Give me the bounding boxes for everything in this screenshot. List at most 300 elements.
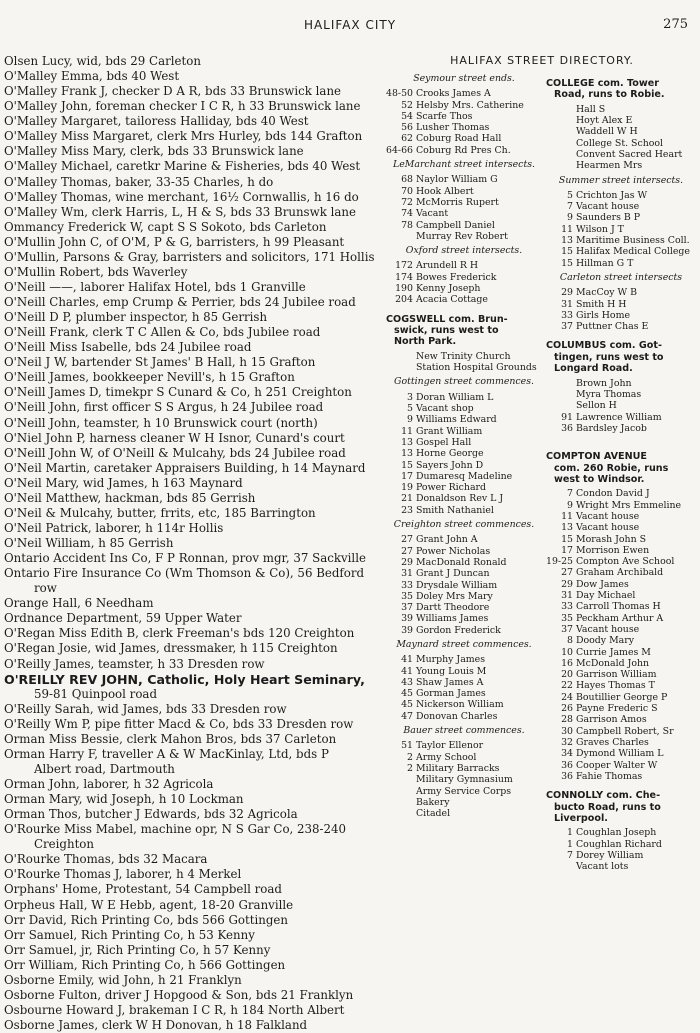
cross-street-note: Carleton street intersects bbox=[559, 271, 683, 283]
directory-entry: O'Neil Mary, wid James, h 163 Maynard bbox=[4, 475, 243, 490]
resident-row bbox=[386, 362, 542, 373]
resident-name: McDonald John bbox=[576, 657, 650, 669]
directory-entry: O'REILLY REV JOHN, Catholic, Holy Heart Seminary, bbox=[4, 671, 365, 687]
directory-entry: Ontario Fire Insurance Co (Wm Thomson & Co), 56 Bedford bbox=[4, 566, 365, 581]
resident-row bbox=[386, 557, 542, 568]
resident-name: Waddell W H bbox=[576, 126, 638, 138]
directory-entry: O'Neil J W, bartender St James' B Hall, h 15 Grafton bbox=[4, 355, 316, 370]
resident-name: Hoyt Alex E bbox=[576, 115, 633, 127]
house-number: 33 bbox=[401, 579, 413, 591]
directory-entry: O'Neil Martin, caretaker Appraisers Building, h 14 Maynard bbox=[4, 460, 366, 475]
resident-name: Army Service Corps bbox=[416, 785, 512, 797]
resident-name: New Trinity Church bbox=[416, 350, 511, 362]
directory-entry: O'Neill James D, timekpr S Cunard & Co, h 251 Creighton bbox=[4, 385, 352, 400]
house-number: 29 bbox=[401, 556, 413, 568]
house-number: 190 bbox=[395, 283, 413, 295]
resident-name: Coburg Rd Pres Ch. bbox=[416, 144, 511, 156]
directory-entry: Ommancy Frederick W, capt S S Sokoto, bds Carleton bbox=[4, 219, 327, 234]
house-number: 30 bbox=[561, 725, 573, 737]
street-heading-line: Longard Road. bbox=[554, 363, 633, 375]
house-number: 41 bbox=[401, 665, 413, 677]
directory-entry: Orman Harry F, traveller A & W MacKinlay, Ltd, bds P bbox=[4, 746, 329, 761]
directory-entry: O'Reilly Sarah, wid James, bds 33 Dresden row bbox=[4, 701, 287, 716]
resident-name: Girls Home bbox=[576, 309, 631, 321]
resident-row bbox=[386, 294, 542, 305]
resident-name: Compton Ave School bbox=[576, 556, 675, 568]
resident-row bbox=[546, 400, 696, 411]
resident-row bbox=[546, 635, 696, 646]
resident-name: Halifax Medical College bbox=[576, 246, 690, 258]
resident-row bbox=[386, 437, 542, 448]
resident-name: Hillman G T bbox=[576, 257, 634, 269]
resident-row bbox=[546, 658, 696, 669]
house-number: 1 bbox=[567, 827, 573, 839]
resident-row bbox=[546, 160, 696, 171]
directory-entry: O'Neil Matthew, hackman, bds 85 Gerrish bbox=[4, 490, 256, 505]
house-number: 29 bbox=[561, 287, 573, 299]
resident-row bbox=[546, 287, 696, 298]
resident-name: Scarfe Thos bbox=[416, 110, 473, 122]
resident-name: Doley Mrs Mary bbox=[416, 590, 493, 602]
directory-entry: O'Malley Thomas, baker, 33-35 Charles, h do bbox=[4, 174, 274, 189]
cross-street-note: Bauer street commences. bbox=[403, 725, 525, 737]
resident-row bbox=[386, 133, 542, 144]
resident-row bbox=[386, 186, 542, 197]
resident-name: Wright Mrs Emmeline bbox=[576, 499, 682, 511]
resident-row bbox=[386, 774, 542, 785]
house-number: 15 bbox=[561, 257, 573, 269]
directory-entry: Ordnance Department, 59 Upper Water bbox=[4, 611, 242, 626]
directory-entry: O'Reilly Wm P, pipe fitter Macd & Co, bds 33 Dresden row bbox=[4, 716, 354, 731]
street-heading-line: COLLEGE com. Tower bbox=[546, 78, 659, 89]
directory-entry: Orman John, laborer, h 32 Agricola bbox=[4, 777, 214, 791]
resident-name: Doran William L bbox=[416, 391, 494, 403]
house-number: 29 bbox=[561, 578, 573, 590]
house-number: 13 bbox=[401, 448, 413, 460]
resident-name: Vacant house bbox=[576, 522, 640, 534]
house-number: 78 bbox=[401, 219, 413, 231]
resident-name: Puttner Chas E bbox=[576, 321, 649, 333]
directory-entry: Orr William, Rich Printing Co, h 566 Gottingen bbox=[4, 957, 286, 972]
directory-entry: O'Neill D P, plumber inspector, h 85 Gerrish bbox=[4, 310, 268, 325]
entry-continuation: Albert road, Dartmouth bbox=[34, 761, 175, 776]
resident-row bbox=[386, 448, 542, 459]
resident-row bbox=[386, 122, 542, 133]
resident-name: Doody Mary bbox=[576, 635, 635, 647]
resident-row bbox=[386, 260, 542, 271]
resident-row bbox=[546, 224, 696, 235]
resident-row bbox=[386, 666, 542, 677]
directory-entry: Orpheus Hall, W E Hebb, agent, 18-20 Granville bbox=[4, 897, 294, 912]
resident-row bbox=[386, 763, 542, 774]
resident-row bbox=[386, 460, 542, 471]
resident-row bbox=[386, 220, 542, 231]
house-number: 36 bbox=[561, 770, 573, 782]
resident-row bbox=[386, 493, 542, 504]
house-number: 35 bbox=[401, 590, 413, 602]
resident-row bbox=[386, 283, 542, 294]
resident-name: Peckham Arthur A bbox=[576, 612, 664, 624]
resident-row bbox=[546, 601, 696, 612]
cross-street-note: Creighton street commences. bbox=[393, 519, 535, 531]
resident-row bbox=[546, 299, 696, 310]
street-heading bbox=[386, 314, 542, 348]
resident-name: McMorris Rupert bbox=[416, 196, 499, 208]
house-number: 13 bbox=[561, 235, 573, 247]
resident-row bbox=[546, 545, 696, 556]
house-number: 9 bbox=[567, 212, 573, 224]
resident-row bbox=[546, 522, 696, 533]
directory-entry: O'Neill John, teamster, h 10 Brunswick court (north) bbox=[4, 415, 318, 430]
resident-row bbox=[546, 827, 696, 838]
house-number: 2 bbox=[407, 762, 413, 774]
resident-name: Dartt Theodore bbox=[416, 602, 490, 614]
house-number: 9 bbox=[567, 499, 573, 511]
house-number: 1 bbox=[567, 838, 573, 850]
resident-row bbox=[386, 711, 542, 722]
directory-entry: O'Neill Miss Isabelle, bds 24 Jubilee road bbox=[4, 340, 252, 355]
directory-entry: O'Neill John, first officer S S Argus, h 24 Jubilee road bbox=[4, 400, 324, 415]
resident-row bbox=[546, 201, 696, 212]
resident-row bbox=[546, 850, 696, 861]
resident-name: Donovan Charles bbox=[416, 710, 498, 722]
street-heading-line: west to Windsor. bbox=[554, 473, 645, 485]
directory-entry: O'Neill ——, laborer Halifax Hotel, bds 1 Granville bbox=[4, 279, 306, 294]
resident-name: Hayes Thomas T bbox=[576, 680, 655, 692]
house-number: 11 bbox=[561, 223, 573, 235]
resident-name: Hook Albert bbox=[416, 185, 474, 197]
directory-entry: Osbourne Howard J, brakeman I C R, h 184 North Albert bbox=[4, 1002, 345, 1017]
resident-row bbox=[546, 212, 696, 223]
resident-row bbox=[386, 808, 542, 819]
house-number: 27 bbox=[561, 567, 573, 579]
resident-name: Gorman James bbox=[416, 688, 486, 700]
house-number: 39 bbox=[401, 624, 413, 636]
entry-continuation: Creighton bbox=[34, 837, 95, 852]
resident-name: Grant John A bbox=[416, 534, 478, 546]
resident-row bbox=[386, 752, 542, 763]
directory-entry: O'Neil Patrick, laborer, h 114r Hollis bbox=[4, 520, 224, 535]
street-directory-middle-column bbox=[386, 70, 542, 819]
house-number: 13 bbox=[561, 522, 573, 534]
directory-entry: Orr David, Rich Printing Co, bds 566 Gottingen bbox=[4, 912, 288, 927]
resident-name: Coughlan Joseph bbox=[576, 827, 657, 839]
house-number: 47 bbox=[401, 710, 413, 722]
house-number: 3 bbox=[407, 391, 413, 403]
house-number: 174 bbox=[395, 271, 413, 283]
house-number: 2 bbox=[407, 751, 413, 763]
resident-name: Power Nicholas bbox=[416, 545, 491, 557]
house-number: 45 bbox=[401, 699, 413, 711]
resident-row bbox=[386, 546, 542, 557]
resident-name: Smith H H bbox=[576, 298, 627, 310]
house-number: 24 bbox=[561, 691, 573, 703]
resident-row bbox=[386, 208, 542, 219]
resident-name: Vacant house bbox=[576, 623, 640, 635]
spacer bbox=[546, 434, 696, 443]
directory-entry: Orr Samuel, Rich Printing Co, h 53 Kenny bbox=[4, 927, 255, 942]
house-number: 10 bbox=[561, 646, 573, 658]
resident-name: Military Barracks bbox=[416, 762, 500, 774]
cross-street-note: Oxford street intersects. bbox=[405, 245, 523, 257]
house-number: 91 bbox=[561, 411, 573, 423]
resident-name: Graves Charles bbox=[576, 736, 649, 748]
directory-entry: O'Reilly James, teamster, h 33 Dresden row bbox=[4, 656, 265, 671]
resident-row bbox=[546, 488, 696, 499]
resident-row bbox=[386, 568, 542, 579]
house-number: 37 bbox=[561, 321, 573, 333]
resident-name: Condon David J bbox=[576, 488, 650, 500]
house-number: 5 bbox=[407, 403, 413, 415]
house-number: 15 bbox=[401, 459, 413, 471]
directory-entry: O'Neill Frank, clerk T C Allen & Co, bds Jubilee road bbox=[4, 325, 321, 340]
resident-row bbox=[546, 412, 696, 423]
resident-row bbox=[546, 669, 696, 680]
directory-entry: Orphans' Home, Protestant, 54 Campbell road bbox=[4, 882, 282, 897]
resident-name: Saunders B P bbox=[576, 212, 641, 224]
house-number: 15 bbox=[561, 246, 573, 258]
resident-name: Cooper Walter W bbox=[576, 759, 658, 771]
resident-name: Young Louis M bbox=[416, 665, 487, 677]
resident-name: Maritime Business Coll. bbox=[576, 235, 690, 247]
resident-row bbox=[386, 197, 542, 208]
resident-row bbox=[386, 426, 542, 437]
resident-row bbox=[546, 748, 696, 759]
resident-name: Dow James bbox=[576, 578, 629, 590]
resident-row bbox=[386, 534, 542, 545]
entry-continuation: 59-81 Quinpool road bbox=[34, 686, 158, 701]
resident-row bbox=[546, 692, 696, 703]
resident-name: Vacant house bbox=[576, 510, 640, 522]
resident-name: Coburg Road Hall bbox=[416, 133, 502, 145]
resident-row bbox=[546, 726, 696, 737]
directory-entry: O'Regan Miss Edith B, clerk Freeman's bds 120 Creighton bbox=[4, 626, 355, 641]
directory-entry: Osborne James, clerk W H Donovan, h 18 Falkland bbox=[4, 1018, 308, 1032]
directory-entry: O'Malley Miss Mary, clerk, bds 33 Brunswick lane bbox=[4, 144, 304, 159]
house-number: 34 bbox=[561, 748, 573, 760]
house-number: 51 bbox=[401, 740, 413, 752]
house-number: 32 bbox=[561, 736, 573, 748]
resident-row bbox=[546, 613, 696, 624]
resident-name: Bakery bbox=[416, 796, 450, 808]
resident-name: Lusher Thomas bbox=[416, 122, 490, 134]
resident-name: Dorey William bbox=[576, 849, 644, 861]
directory-entry: O'Malley Thomas, wine merchant, 16½ Cornwallis, h 16 do bbox=[4, 189, 359, 204]
resident-row bbox=[546, 258, 696, 269]
directory-entry: Osborne Emily, wid John, h 21 Franklyn bbox=[4, 972, 242, 987]
resident-row bbox=[386, 88, 542, 99]
resident-name: Kenny Joseph bbox=[416, 283, 481, 295]
house-number: 48-50 bbox=[386, 88, 414, 100]
page-number: 275 bbox=[663, 17, 688, 32]
directory-entry: Ontario Accident Ins Co, F P Ronnan, prov mgr, 37 Sackville bbox=[4, 551, 366, 566]
resident-row bbox=[386, 145, 542, 156]
resident-row bbox=[386, 580, 542, 591]
directory-entry: O'Malley John, foreman checker I C R, h 33 Brunswick lane bbox=[4, 99, 361, 114]
resident-name: Vacant house bbox=[576, 201, 640, 213]
resident-row bbox=[546, 115, 696, 126]
resident-row bbox=[386, 482, 542, 493]
resident-row bbox=[546, 104, 696, 115]
resident-row bbox=[546, 624, 696, 635]
house-number: 7 bbox=[567, 849, 573, 861]
street-heading-line: COLUMBUS com. Got- bbox=[546, 340, 662, 352]
house-number: 26 bbox=[561, 703, 573, 715]
directory-entry: O'Neill James, bookkeeper Nevill's, h 15 Grafton bbox=[4, 370, 295, 385]
resident-row bbox=[546, 567, 696, 578]
house-number: 43 bbox=[401, 676, 413, 688]
house-number: 15 bbox=[561, 533, 573, 545]
directory-entry: Osborne Fulton, driver J Hopgood & Son, bds 21 Franklyn bbox=[4, 987, 354, 1002]
resident-row bbox=[546, 246, 696, 257]
resident-name: Williams Edward bbox=[416, 414, 497, 426]
resident-name: Morrison Ewen bbox=[576, 544, 650, 556]
page-header bbox=[0, 14, 700, 42]
resident-row bbox=[386, 471, 542, 482]
directory-entry: O'Mullin John C, of O'M, P & G, barristers, h 99 Pleasant bbox=[4, 234, 345, 249]
resident-row bbox=[546, 556, 696, 567]
street-heading bbox=[546, 790, 696, 824]
resident-name: Donaldson Rev L J bbox=[416, 493, 504, 505]
house-number: 36 bbox=[561, 759, 573, 771]
resident-name: Dymond William L bbox=[576, 748, 664, 760]
house-number: 22 bbox=[561, 680, 573, 692]
directory-entry: Orman Thos, butcher J Edwards, bds 32 Agricola bbox=[4, 807, 298, 822]
resident-row bbox=[546, 647, 696, 658]
house-number: 17 bbox=[401, 470, 413, 482]
resident-row bbox=[546, 500, 696, 511]
resident-name: Garrison William bbox=[576, 669, 657, 681]
directory-entry: O'Malley Wm, clerk Harris, L, H & S, bds 33 Brunswk lane bbox=[4, 204, 356, 219]
resident-name: Bardsley Jacob bbox=[576, 422, 647, 434]
house-number: 7 bbox=[567, 201, 573, 213]
street-heading-line: COGSWELL com. Brun- bbox=[386, 313, 508, 325]
resident-name: Fahie Thomas bbox=[576, 770, 643, 782]
directory-entry: O'Regan Josie, wid James, dressmaker, h 115 Creighton bbox=[4, 641, 338, 656]
resident-name: Crooks James A bbox=[416, 88, 491, 100]
house-number: 11 bbox=[561, 510, 573, 522]
resident-row bbox=[386, 111, 542, 122]
house-number: 45 bbox=[401, 688, 413, 700]
house-number: 68 bbox=[401, 174, 413, 186]
resident-row bbox=[386, 591, 542, 602]
house-number: 35 bbox=[561, 612, 573, 624]
resident-name: MacCoy W B bbox=[576, 287, 638, 299]
resident-row bbox=[386, 625, 542, 636]
resident-row bbox=[546, 190, 696, 201]
house-number: 11 bbox=[401, 425, 413, 437]
house-number: 52 bbox=[401, 99, 413, 111]
directory-entry: O'Neill John W, of O'Neill & Mulcahy, bds 24 Jubilee road bbox=[4, 445, 346, 460]
resident-row bbox=[546, 771, 696, 782]
resident-row bbox=[546, 861, 696, 872]
house-number: 8 bbox=[567, 635, 573, 647]
house-number: 5 bbox=[567, 189, 573, 201]
house-number: 20 bbox=[561, 669, 573, 681]
street-heading-line: com. 260 Robie, runs bbox=[554, 462, 669, 474]
resident-row bbox=[546, 126, 696, 137]
resident-row bbox=[386, 414, 542, 425]
resident-name: Dumaresq Madeline bbox=[416, 470, 513, 482]
house-number: 19-25 bbox=[546, 556, 574, 568]
house-number: 70 bbox=[401, 185, 413, 197]
resident-row bbox=[546, 235, 696, 246]
resident-row bbox=[386, 231, 542, 242]
resident-name: Hall S bbox=[576, 103, 606, 115]
resident-row bbox=[546, 511, 696, 522]
street-directory-title: HALIFAX STREET DIRECTORY. bbox=[450, 54, 634, 67]
directory-entry: O'Malley Margaret, tailoress Halliday, bds 40 West bbox=[4, 114, 309, 129]
resident-name: Bowes Frederick bbox=[416, 271, 497, 283]
resident-row bbox=[386, 677, 542, 688]
resident-name: Acacia Cottage bbox=[416, 294, 488, 306]
street-heading-line: tingen, runs west to bbox=[554, 351, 664, 363]
resident-name: Nickerson William bbox=[416, 699, 504, 711]
resident-row bbox=[546, 423, 696, 434]
resident-name: Horne George bbox=[416, 448, 484, 460]
street-heading-line: CONNOLLY com. Che- bbox=[546, 790, 661, 802]
resident-row bbox=[386, 654, 542, 665]
resident-name: Gospel Hall bbox=[416, 436, 472, 448]
cross-street-note: LeMarchant street intersects. bbox=[392, 159, 535, 171]
directory-entry: O'Neil & Mulcahy, butter, frrits, etc, 185 Barrington bbox=[4, 505, 316, 520]
resident-row bbox=[546, 579, 696, 590]
directory-entry: O'Malley Miss Margaret, clerk Mrs Hurley, bds 144 Grafton bbox=[4, 129, 363, 144]
street-heading bbox=[546, 340, 696, 374]
house-number: 27 bbox=[401, 534, 413, 546]
resident-name: Taylor Ellenor bbox=[416, 740, 484, 752]
street-heading-line: swick, runs west to bbox=[394, 325, 499, 337]
resident-row bbox=[386, 392, 542, 403]
resident-row bbox=[386, 613, 542, 624]
resident-row bbox=[386, 272, 542, 283]
resident-name: Payne Frederic S bbox=[576, 703, 658, 715]
resident-row bbox=[546, 310, 696, 321]
resident-row bbox=[386, 351, 542, 362]
house-number: 37 bbox=[561, 623, 573, 635]
house-number: 172 bbox=[395, 260, 413, 272]
directory-entry: O'Rourke Thomas J, laborer, h 4 Merkel bbox=[4, 867, 242, 882]
resident-name: Coughlan Richard bbox=[576, 838, 662, 850]
street-heading bbox=[546, 78, 696, 101]
resident-name: College St. School bbox=[576, 137, 664, 149]
resident-name: Brown John bbox=[576, 377, 632, 389]
resident-row bbox=[546, 321, 696, 332]
directory-entry: Orange Hall, 6 Needham bbox=[4, 596, 154, 611]
resident-row bbox=[546, 389, 696, 400]
resident-name: Vacant shop bbox=[416, 403, 474, 415]
house-number: 31 bbox=[561, 298, 573, 310]
house-number: 72 bbox=[401, 196, 413, 208]
cross-street-note: Seymour street ends. bbox=[413, 73, 515, 84]
resident-name: Campbell Robert, Sr bbox=[576, 725, 674, 737]
street-heading-line: Road, runs to Robie. bbox=[554, 89, 665, 101]
house-number: 28 bbox=[561, 714, 573, 726]
resident-name: Hearmen Mrs bbox=[576, 160, 643, 172]
street-heading-line: Liverpool. bbox=[554, 812, 608, 824]
resident-row bbox=[546, 378, 696, 389]
resident-row bbox=[386, 688, 542, 699]
house-number: 19 bbox=[401, 482, 413, 494]
house-number: 9 bbox=[407, 414, 413, 426]
street-heading-line: COMPTON AVENUE bbox=[546, 451, 647, 463]
house-number: 31 bbox=[401, 568, 413, 580]
directory-entry: O'Malley Emma, bds 40 West bbox=[4, 69, 180, 84]
directory-entry: O'Mullin, Parsons & Gray, barristers and solicitors, 171 Hollis bbox=[4, 249, 375, 264]
directory-entry: O'Rourke Miss Mabel, machine opr, N S Gar Co, 238-240 bbox=[4, 822, 347, 837]
name-directory-column bbox=[4, 54, 390, 1033]
directory-entry: Orman Mary, wid Joseph, h 10 Lockman bbox=[4, 792, 244, 807]
